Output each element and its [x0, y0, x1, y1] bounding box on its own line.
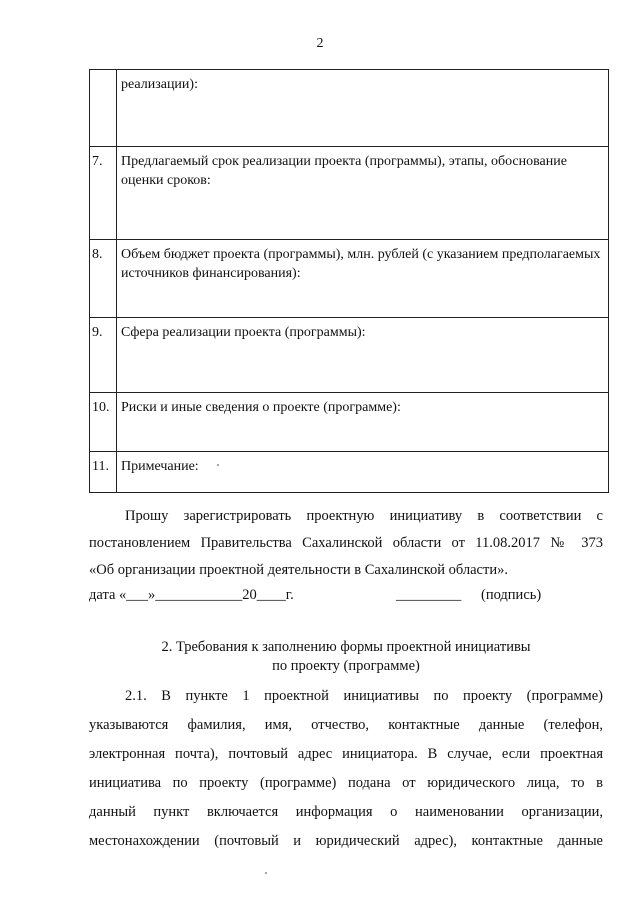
table-row: [90, 318, 609, 393]
row-number: 8.: [90, 240, 117, 318]
table-row: [90, 452, 609, 493]
row-number: [90, 70, 117, 147]
row-text: реализации):: [117, 70, 609, 147]
date-field: дата «___»____________20____г.: [89, 587, 294, 603]
body-line: электронная почта), почтовый адрес инициатора. В случае, если проектная: [89, 746, 603, 762]
row-number: 9.: [90, 318, 117, 393]
table-row: [90, 393, 609, 452]
section-heading-line-1: 2. Требования к заполнению формы проектной инициативы: [161, 639, 531, 655]
signature-blank: _________: [396, 587, 462, 603]
project-initiative-form-table: [89, 69, 609, 493]
signature-label: (подпись): [481, 587, 542, 603]
date-signature-line: [89, 587, 603, 607]
row-number: 7.: [90, 147, 117, 240]
table-row: [90, 70, 609, 147]
section-heading-line-2: по проекту (программе): [272, 658, 420, 674]
table-row: [90, 147, 609, 240]
request-line-2: постановлением Правительства Сахалинской области от 11.08.2017 № 373: [89, 535, 603, 551]
row-text: Примечание:: [117, 452, 609, 493]
row-text: Объем бюджет проекта (программы), млн. рублей (с указанием предполагаемых источников финансирования):: [117, 240, 609, 318]
row-text: Предлагаемый срок реализации проекта (программы), этапы, обоснование оценки сроков:: [117, 147, 609, 240]
row-text: Риски и иные сведения о проекте (программе):: [117, 393, 609, 452]
row-number: 11.: [90, 452, 117, 493]
body-line: местонахождении (почтовый и юридический адрес), контактные данные: [89, 833, 603, 849]
body-line: инициатива по проекту (программе) подана от юридического лица, то в: [89, 775, 603, 791]
table-row: [90, 240, 609, 318]
body-line: данный пункт включается информация о наименовании организации,: [89, 804, 603, 820]
request-line-3: «Об организации проектной деятельности в Сахалинской области».: [89, 562, 508, 578]
row-text: Сфера реализации проекта (программы):: [117, 318, 609, 393]
scan-speck: [265, 872, 267, 874]
request-line-1: Прошу зарегистрировать проектную инициативу в соответствии с: [125, 508, 603, 524]
body-line: указываются фамилия, имя, отчество, контактные данные (телефон,: [89, 717, 603, 733]
body-line: 2.1. В пункте 1 проектной инициативы по проекту (программе): [125, 688, 603, 704]
scan-speck: [217, 464, 219, 466]
page-number: 2: [316, 36, 324, 51]
row-number: 10.: [90, 393, 117, 452]
section-heading: [89, 638, 603, 676]
